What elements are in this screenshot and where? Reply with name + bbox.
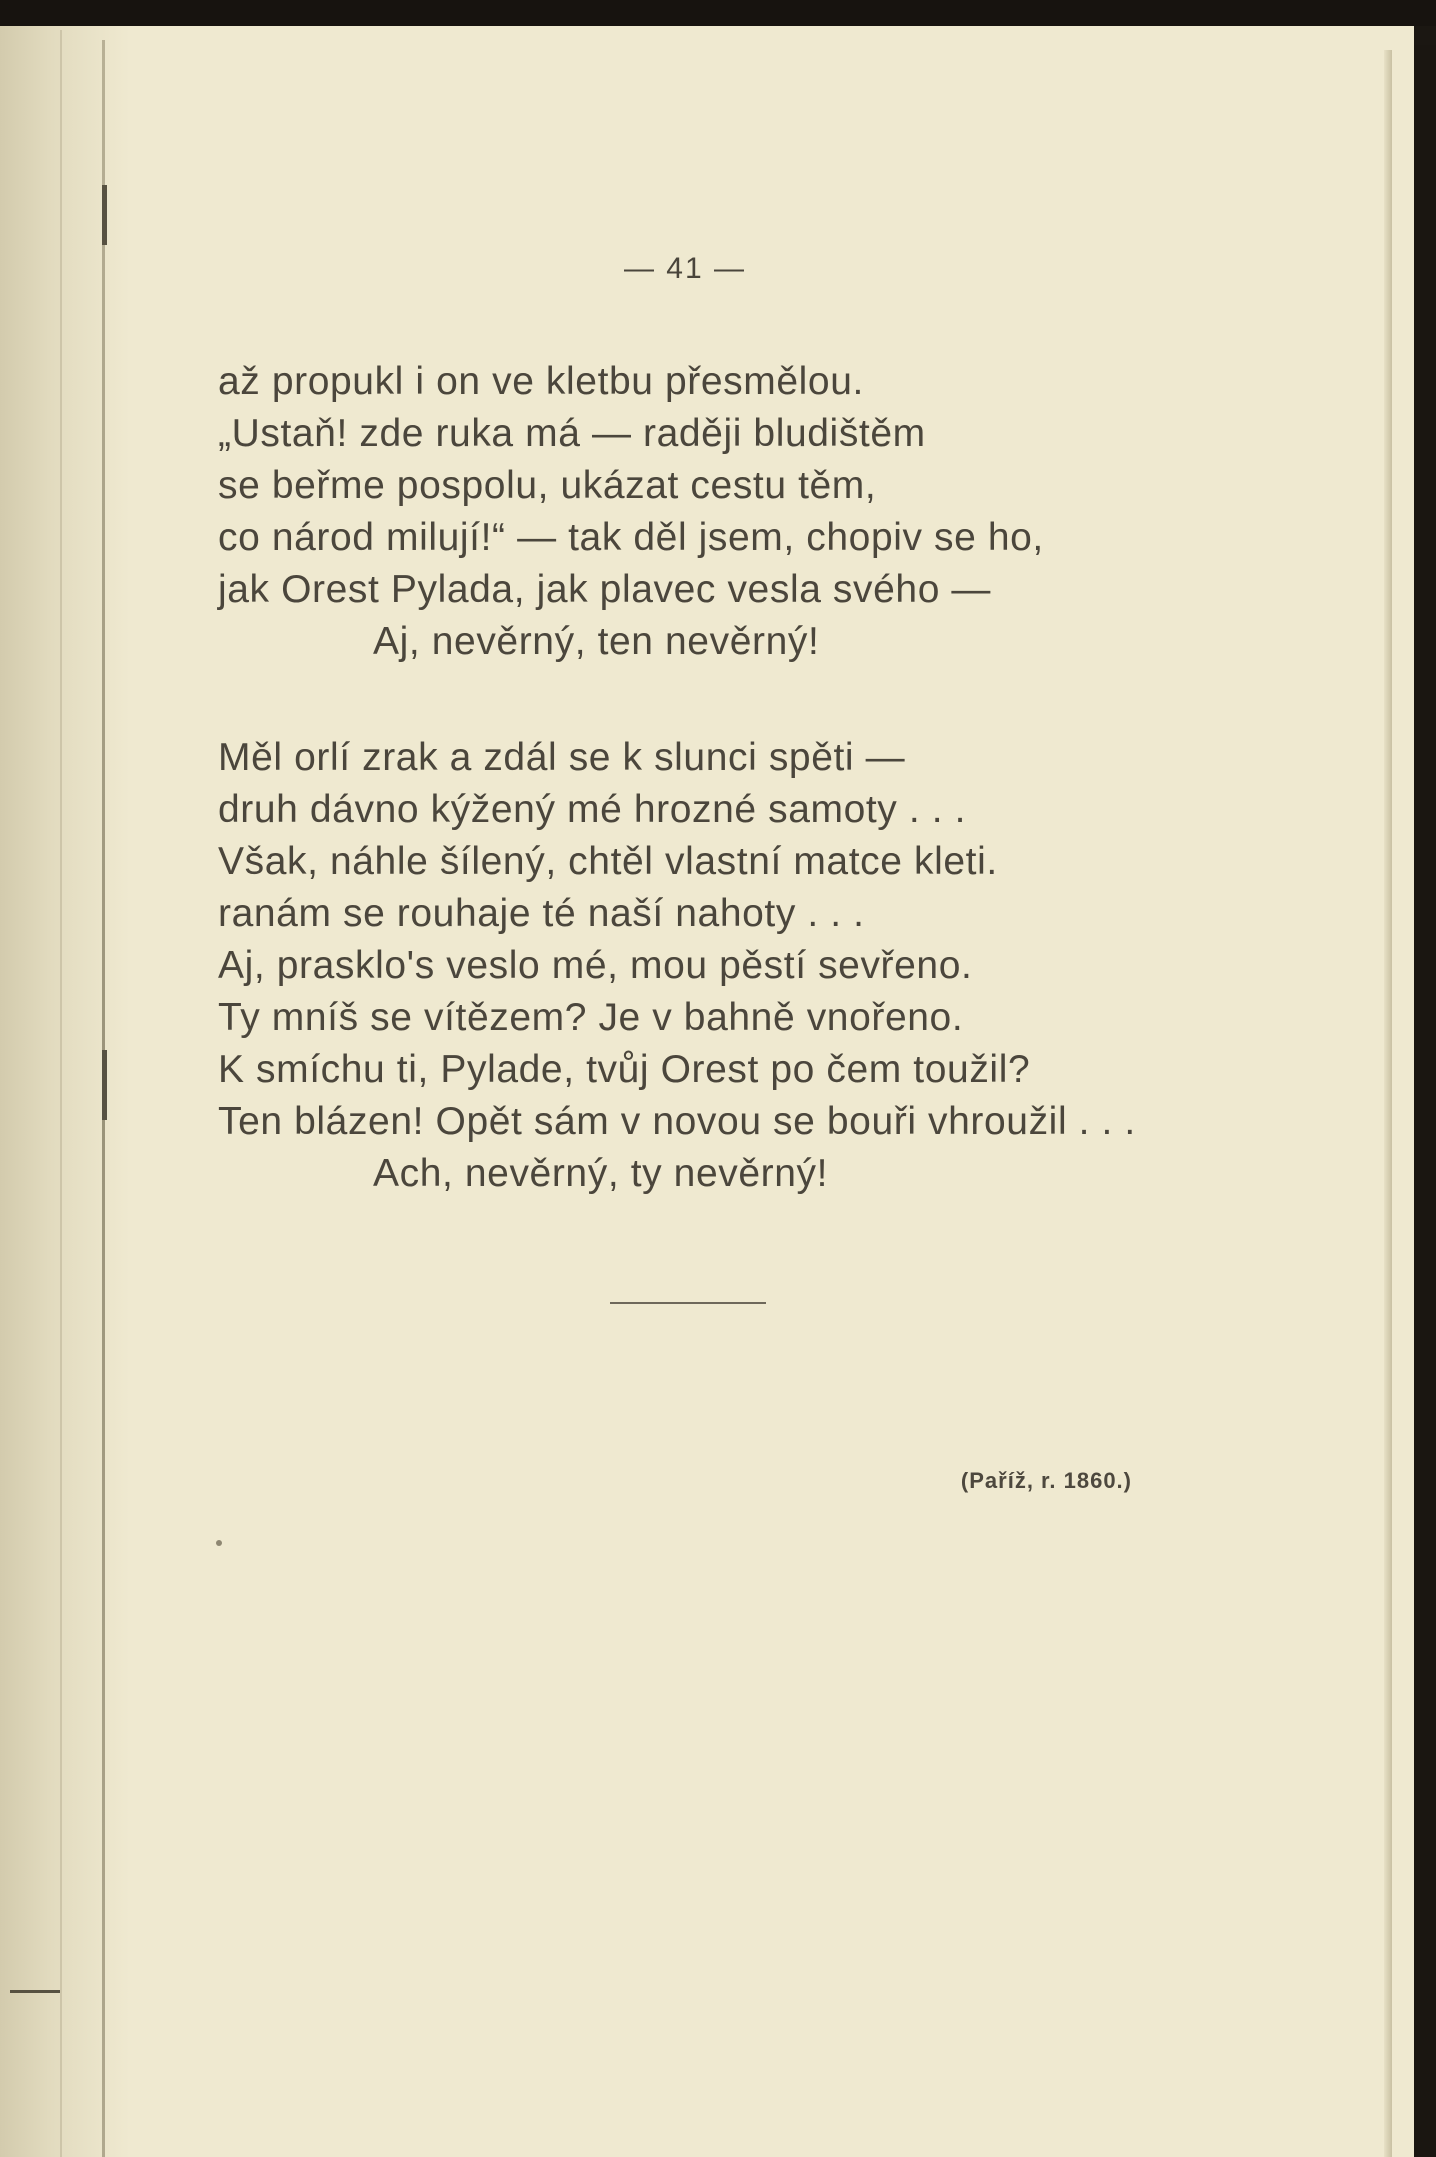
ink-speck	[216, 1540, 222, 1546]
verse-line: K smíchu ti, Pylade, tvůj Orest po čem toužil?	[218, 1048, 1031, 1091]
verse-refrain: Aj, nevěrný, ten nevěrný!	[373, 620, 820, 663]
verse-line: ranám se rouhaje té naší nahoty . . .	[218, 892, 865, 935]
verse-line: jak Orest Pylada, jak plavec vesla svého —	[218, 568, 992, 611]
verse-line: co národ milují!“ — tak děl jsem, chopiv se ho,	[218, 516, 1044, 559]
gutter-fold-line	[60, 30, 62, 2157]
stanza-2	[218, 732, 1136, 1200]
verse-line: Však, náhle šílený, chtěl vlastní matce kleti.	[218, 840, 998, 883]
verse-line: Ten blázen! Opět sám v novou se bouři vhroužil . . .	[218, 1100, 1136, 1143]
dateline: (Paříž, r. 1860.)	[960, 1468, 1132, 1493]
stanza-1	[218, 356, 1044, 668]
end-divider	[610, 1302, 766, 1304]
verse-line: Měl orlí zrak a zdál se k slunci spěti —	[218, 736, 906, 779]
page-gutter-shading	[0, 20, 130, 2157]
scan-border-right	[1414, 45, 1436, 2157]
verse-line: Ty mníš se vítězem? Je v bahně vnořeno.	[218, 996, 964, 1039]
verse-line: až propukl i on ve kletbu přesmělou.	[218, 360, 864, 403]
binding-mark	[10, 1990, 60, 1993]
verse-line: druh dávno kýžený mé hrozné samoty . . .	[218, 788, 967, 831]
verse-line: se beřme pospolu, ukázat cestu těm,	[218, 464, 877, 507]
binding-mark	[102, 1050, 107, 1120]
page-number: — 41 —	[623, 252, 747, 285]
verse-line: „Ustaň! zde ruka má — raději bludištěm	[218, 412, 926, 455]
verse-refrain: Ach, nevěrný, ty nevěrný!	[373, 1152, 829, 1195]
verse-line: Aj, prasklo's veslo mé, mou pěstí sevřeno.	[218, 944, 973, 987]
scan-border-top	[0, 0, 1436, 26]
page-edge-shadow	[1384, 50, 1392, 2157]
binding-mark	[102, 185, 107, 245]
